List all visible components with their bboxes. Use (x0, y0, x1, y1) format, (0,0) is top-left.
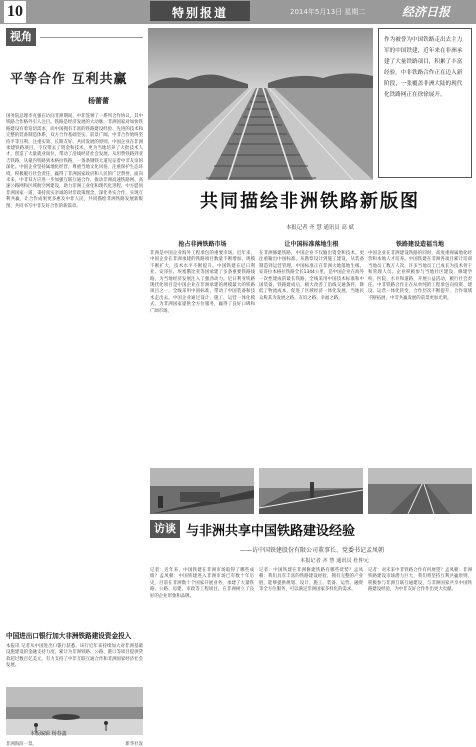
viewpoint-author: 杨蕾蕾 (88, 97, 109, 105)
main-byline: 本报记者 齐 慧 通讯员 高 斌 (286, 225, 354, 231)
brief-photo-credit: 新华社发 (125, 742, 143, 747)
brief-caption: 非洲海滨一景。 (6, 742, 37, 747)
article-column-1 (150, 235, 255, 463)
news-brief (6, 630, 143, 747)
intro-text: 作为被誉为中国铁路走出去主力军的中国铁建，近年来在非洲承建了大量铁路项目，积累了丰富经验。中非铁路合作正在迈入新阶段，一张覆盖非洲大陆的现代化铁路网正在徐徐展开。 (384, 37, 463, 98)
railway-photo (148, 28, 373, 180)
photo-strip (150, 468, 472, 514)
dateline: 2014年5月13日 星期二 (290, 8, 366, 16)
article-column-3 (368, 235, 472, 463)
page-number: 10 (4, 1, 26, 23)
beach-photo (6, 687, 143, 735)
newspaper-masthead: 经济日报 (402, 5, 451, 19)
article-subhead-1: 抢占非洲铁路市场 (178, 241, 227, 248)
article-subhead-3: 铁路建设造福当地 (395, 241, 444, 248)
article-column-2 (259, 235, 364, 463)
interview-badge: 访谈 (150, 520, 180, 538)
interview-headline: 与非洲共享中国铁路建设经验 (186, 524, 356, 539)
viewpoint-title: 平等合作 互利共赢 (10, 72, 128, 87)
brief-text: 本报讯 记者从中国进出口银行获悉，该行近年来持续加大对非洲基础设施建设的金融支持力度，累计为非洲铁路、公路、港口等项目提供贷款超过数百亿美元，有力支持了中非互联互通合作和非洲国家经济社会发展。 (6, 644, 143, 669)
photo-strip-images (150, 468, 472, 514)
article-subhead-2: 让中国标准落地生根 (284, 241, 339, 248)
brief-title: 中国进出口银行加大非洲铁路建设资金投入 (6, 632, 132, 640)
article-text-2: 在非洲修建铁路，中国企业不仅输出资金和技术，更注重输出中国标准。从勘察设计到施工建设，从装备制造到运营管理，中国标准正在非洲大地落地生根。安哥拉本格拉铁路全长1344公里，是中国企业在海外一次性建成的最长铁路，全线采用中国技术标准和中国装备。铁路建成后，极大改善了沿线交通条件，降低了物流成本，促进了区域经济一体化发展，当地民众称其为发展之路、友谊之路、幸福之路。 (259, 251, 364, 301)
viewpoint-body: 国务院总理李克强在访问非洲期间，中非签署了一系列合作协议，其中铁路合作格外引人注目。铁路是经济发展的大动脉，非洲国家对加快铁路建设有着迫切需求，而中国拥有丰富的铁路建设经验、先进的技术和完整的装备制造体系，双方合作基础坚实、前景广阔。中非合作始终坚持平等互利、注重实效、长期友好、共同发展的原则。中国企业在非洲承建铁路项目，不仅带去了资金和技术，更为当地培养了大批技术人才，创造了大量就业岗位，带动了沿线经济社会发展。从坦赞铁路到亚吉铁路，从蒙内铁路到本格拉铁路，一条条钢铁大道见证着中非友谊的深化。中国企业坚持属地化经营，尊重当地文化风俗，注重保护生态环境，积极履行社会责任，赢得了非洲国家政府和人民的广泛赞誉。面向未来，中非双方应进一步加强互联互通合作，推动非洲高速铁路网、高速公路网和区域航空网建设，助力非洲工业化和现代化进程。中方愿同非洲国家一道，秉持真实亲诚的对非政策理念，深化务实合作，实现互利共赢，让合作成果更多惠及中非人民，共同描绘非洲铁路发展新版图，共同书写中非友好合作的新篇章。 (6, 114, 143, 209)
footer-credit: 本版编辑 杨春鑫 (30, 731, 67, 737)
interview-column-3: 记者：对未来中非铁路合作有何展望？孟凤朝：非洲铁路建设市场潜力巨大，我们将坚持互利共赢原则，积极参与非洲互联互通建设，与非洲国家共享中国铁路建设经验，为中非友好合作作出更大贡献。 (368, 568, 472, 593)
main-headline: 共同描绘非洲铁路新版图 (200, 191, 420, 212)
interview-byline: 本报记者 齐 慧 通讯员 杜仲元 (300, 558, 369, 564)
viewpoint-rule (40, 37, 143, 38)
article-text-3: 中国企业在非洲建设铁路的同时，高度重视属地化经营和本地人才培养。中国铁建在非洲各项目累计培训当地员工数万人次，许多当地员工已成长为技术骨干和管理人员。企业积极参与当地社区建设，修建学校、医院、水井和道路，开展公益活动，履行社会责任。中非铁路合作正在从单纯的工程承包向投资、建设、运营一体化转变，合作层次不断提升，合作领域不断拓展，中非共赢发展的前景更加光明。 (368, 251, 472, 301)
section-label: 特别报道 (150, 1, 250, 21)
viewpoint-badge: 视角 (6, 28, 36, 46)
intro-box (378, 28, 472, 178)
interview-subtitle: ——访中国铁建股份有限公司董事长、党委书记孟凤朝 (240, 547, 385, 554)
strip-photo-3 (368, 468, 472, 514)
railway-illustration (148, 28, 373, 180)
interview-column-1: 记者：近年来，中国铁建在非洲市场取得了哪些成绩？孟凤朝：中国铁建进入非洲市场已有数十年历史，目前在非洲数十个国家开展业务，承建了大量铁路、公路、房建、市政等工程项目，在非洲树立了良好的企业形象和品牌。 (150, 568, 254, 599)
article-text-1: 非洲是中国企业海外工程承包的重要市场。近年来，中国企业在非洲承建的铁路项目数量不断增加，规模不断扩大，技术水平不断提升。中国铁建在尼日利亚、安哥拉、埃塞俄比亚等国承建了多条重要铁路线路，为当地经济发展注入了强劲动力。尼日利亚铁路现代化项目是中国企业在非洲承建的规模最大的铁路项目之一，全线采用中国标准，带动了中国装备和技术走出去。中国企业通过设计、施工、运营一体化模式，为非洲国家提供全方位服务，赢得了良好口碑和广阔市场。 (150, 251, 255, 314)
viewpoint-column (6, 28, 143, 627)
strip-photo-1 (150, 468, 254, 514)
page-header (0, 0, 476, 24)
brief-caption-line (6, 741, 143, 747)
strip-photo-2 (259, 468, 363, 514)
interview-column-2: 记者：中国铁建在非洲修建铁路有哪些优势？孟凤朝：我们具有丰富的铁路建设经验，拥有完整的产业链，能够提供规划、设计、施工、装备、运营、融资等全方位服务，可以满足非洲国家多样化的需求。 (259, 568, 363, 593)
